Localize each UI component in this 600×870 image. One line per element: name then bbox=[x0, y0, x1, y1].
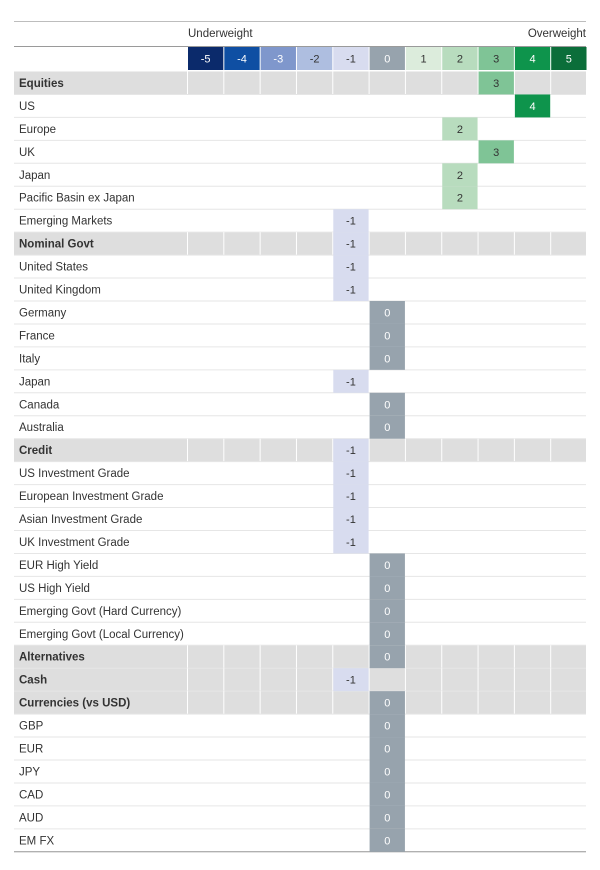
row-label: Europe bbox=[19, 123, 57, 136]
value-label: -1 bbox=[346, 215, 356, 228]
row-label: US High Yield bbox=[19, 582, 90, 595]
scale-header-label: 2 bbox=[456, 53, 463, 66]
row-label: US Investment Grade bbox=[19, 468, 130, 481]
overweight-label: Overweight bbox=[527, 28, 586, 40]
row-label: Emerging Govt (Hard Currency) bbox=[19, 605, 182, 618]
value-label: 2 bbox=[456, 192, 463, 205]
value-label: 2 bbox=[456, 169, 463, 182]
value-label: 0 bbox=[384, 812, 391, 825]
scale-header-label: 5 bbox=[565, 53, 572, 66]
value-label: 0 bbox=[384, 399, 391, 412]
row-label: EUR High Yield bbox=[19, 559, 99, 572]
value-label: 0 bbox=[384, 720, 391, 733]
value-label: -1 bbox=[346, 238, 356, 251]
row-label: Asian Investment Grade bbox=[19, 514, 143, 527]
value-label: 3 bbox=[493, 146, 500, 159]
row-label: Emerging Govt (Local Currency) bbox=[19, 628, 184, 641]
row-label: Japan bbox=[19, 376, 51, 389]
value-label: 0 bbox=[384, 307, 391, 320]
value-label: 0 bbox=[384, 353, 391, 366]
row-label: France bbox=[19, 330, 55, 343]
scale-header-label: 1 bbox=[420, 53, 427, 66]
value-label: -1 bbox=[346, 284, 356, 297]
value-label: 0 bbox=[384, 789, 391, 802]
scale-header-label: -3 bbox=[273, 53, 284, 66]
row-label: JPY bbox=[19, 766, 41, 779]
scale-header-label: -1 bbox=[346, 53, 356, 66]
value-label: 4 bbox=[529, 100, 536, 113]
category-label: Credit bbox=[19, 445, 53, 458]
value-label: 0 bbox=[384, 835, 391, 848]
row-label: Emerging Markets bbox=[19, 215, 113, 228]
row-label: United States bbox=[19, 261, 89, 274]
category-row-background bbox=[14, 232, 586, 255]
value-label: -1 bbox=[346, 674, 356, 687]
row-label: Australia bbox=[19, 422, 64, 435]
row-label: GBP bbox=[19, 720, 44, 733]
category-row-background bbox=[14, 439, 586, 462]
category-label: Cash bbox=[19, 674, 48, 687]
row-label: Italy bbox=[19, 353, 41, 366]
row-label: Germany bbox=[19, 307, 67, 320]
row-label: Japan bbox=[19, 169, 51, 182]
value-label: 0 bbox=[384, 559, 391, 572]
row-label: UK Investment Grade bbox=[19, 536, 130, 549]
category-row-background bbox=[14, 645, 586, 668]
value-label: 0 bbox=[384, 743, 391, 756]
row-label: United Kingdom bbox=[19, 284, 101, 297]
category-label: Nominal Govt bbox=[19, 238, 94, 251]
row-label: AUD bbox=[19, 812, 44, 825]
value-label: 0 bbox=[384, 697, 391, 710]
row-label: Canada bbox=[19, 399, 60, 412]
scale-header-label: -4 bbox=[237, 53, 247, 66]
value-label: 3 bbox=[493, 77, 500, 90]
value-label: -1 bbox=[346, 491, 356, 504]
underweight-label: Underweight bbox=[188, 28, 253, 40]
value-label: 0 bbox=[384, 605, 391, 618]
row-label: CAD bbox=[19, 789, 44, 802]
value-label: -1 bbox=[346, 514, 356, 527]
value-label: 0 bbox=[384, 582, 391, 595]
value-label: -1 bbox=[346, 261, 356, 274]
value-label: -1 bbox=[346, 376, 356, 389]
row-label: US bbox=[19, 100, 35, 113]
scale-header-label: 4 bbox=[529, 53, 536, 66]
category-label: Equities bbox=[19, 77, 64, 90]
row-label: European Investment Grade bbox=[19, 491, 164, 504]
value-label: -1 bbox=[346, 468, 356, 481]
row-label: Pacific Basin ex Japan bbox=[19, 192, 135, 205]
scale-header-label: -2 bbox=[309, 53, 320, 66]
category-label: Alternatives bbox=[19, 651, 85, 664]
value-label: 0 bbox=[384, 766, 391, 779]
value-label: 0 bbox=[384, 330, 391, 343]
value-label: 0 bbox=[384, 422, 391, 435]
row-label: UK bbox=[19, 146, 35, 159]
scale-header-label: -5 bbox=[200, 53, 211, 66]
value-label: 0 bbox=[384, 651, 391, 664]
row-label: EUR bbox=[19, 743, 44, 756]
value-label: -1 bbox=[346, 445, 356, 458]
value-label: -1 bbox=[346, 536, 356, 549]
row-label: EM FX bbox=[19, 835, 55, 848]
category-row-background bbox=[14, 668, 586, 691]
value-label: 0 bbox=[384, 628, 391, 641]
category-label: Currencies (vs USD) bbox=[19, 697, 131, 710]
value-label: 2 bbox=[456, 123, 463, 136]
scale-header-label: 3 bbox=[493, 53, 500, 66]
scale-header-label: 0 bbox=[384, 53, 391, 66]
